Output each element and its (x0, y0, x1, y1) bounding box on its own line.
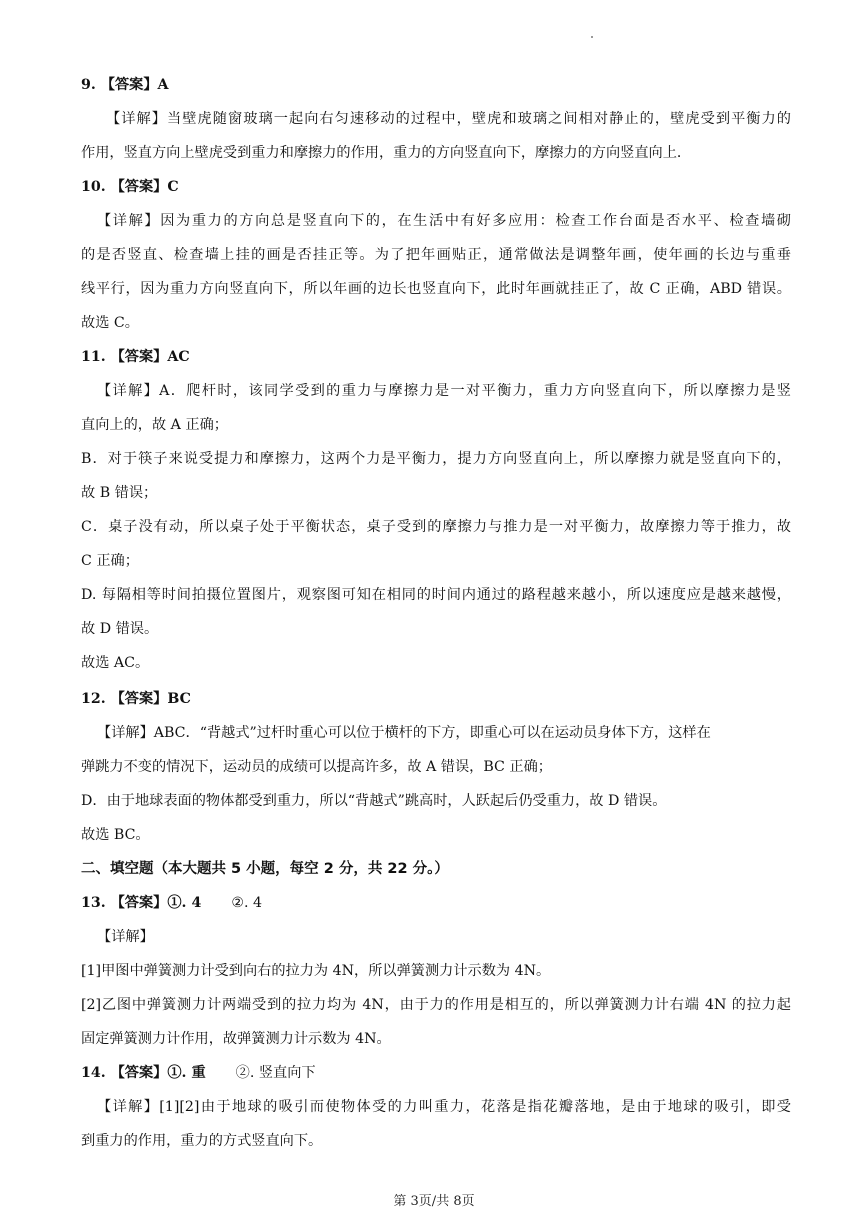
q11-line-3: B．对于筷子来说受提力和摩擦力，这两个力是平衡力，提力方向竖直向上，所以摩擦力就是竖直向下的， (81, 451, 791, 467)
q14-line-1: 【详解】[1][2]由于地球的吸引而使物体受的力叫重力，花落是指花瓣落地，是由于地球的吸引，即受 (97, 1099, 791, 1115)
q13-answer-heading (81, 886, 791, 920)
q13-line-3: 固定弹簧测力计作用，故弹簧测力计示数为 4N。 (81, 1031, 391, 1047)
q11-line-4: 故 B 错误； (81, 485, 158, 501)
q11-line-9: 故选 AC。 (81, 655, 150, 671)
q14-answer-heading (81, 1056, 791, 1090)
q14-answer-2: ②. 竖直向下 (235, 1065, 316, 1081)
q11-line-8: 故 D 错误。 (81, 621, 159, 637)
q11-block (81, 340, 791, 680)
q11-line-7: D. 每隔相等时间拍摄位置图片，观察图可知在相同的时间内通过的路程越来越小，所以速度应是越来越慢， (81, 587, 791, 603)
q13-line-2: [2]乙图中弹簧测力计两端受到的拉力均为 4N，由于力的作用是相互的，所以弹簧测力计右端 4N 的拉力起 (81, 997, 791, 1013)
q10-line-3: 线平行，因为重力方向竖直向下，所以年画的边长也竖直向下，此时年画就挂正了，故 C 正确，ABD 错误。 (81, 281, 791, 297)
q14-block (81, 1056, 791, 1158)
q11-line-5: C．桌子没有动，所以桌子处于平衡状态，桌子受到的摩擦力与推力是一对平衡力，故摩擦力等于推力，故 (81, 519, 791, 535)
section-2-block (81, 852, 791, 886)
q11-line-2: 直向上的，故 A 正确； (81, 417, 228, 433)
q11-answer-heading: 11. 【答案】AC (81, 349, 190, 365)
q14-answer-1: 14. 【答案】①. 重 (81, 1065, 206, 1081)
q10-block (81, 170, 791, 340)
q10-answer-heading: 10. 【答案】C (81, 179, 179, 195)
q10-line-1: 【详解】因为重力的方向总是竖直向下的，在生活中有好多应用：检查工作台面是否水平、检查墙砌 (97, 213, 791, 229)
q12-line-3: D．由于地球表面的物体都受到重力，所以“背越式”跳高时，人跃起后仍受重力，故 D 错误。 (81, 793, 667, 809)
q9-answer-heading: 9. 【答案】A (81, 77, 169, 93)
q11-line-1: 【详解】A．爬杆时，该同学受到的重力与摩擦力是一对平衡力，重力方向竖直向下，所以摩擦力是竖 (97, 383, 791, 399)
q14-line-2: 到重力的作用，重力的方式竖直向下。 (81, 1133, 323, 1149)
q11-line-6: C 正确； (81, 553, 139, 569)
q12-line-4: 故选 BC。 (81, 827, 150, 843)
q9-line-2: 作用，竖直方向上壁虎受到重力和摩擦力的作用，重力的方向竖直向下，摩擦力的方向竖直向上． (81, 145, 692, 161)
q13-answer-2: ②. 4 (231, 895, 263, 911)
page-footer: 第 3页/共 8页 (393, 1194, 475, 1209)
q12-line-1: 【详解】ABC．“背越式”过杆时重心可以位于横杆的下方，即重心可以在运动员身体下方，这样在 (97, 725, 711, 741)
q12-line-2: 弹跳力不变的情况下，运动员的成绩可以提高许多，故 A 错误，BC 正确； (81, 759, 552, 775)
q9-line-1: 【详解】当壁虎随窗玻璃一起向右匀速移动的过程中，壁虎和玻璃之间相对静止的，壁虎受到平衡力的 (106, 111, 791, 127)
q13-line-1: [1]甲图中弹簧测力计受到向右的拉力为 4N，所以弹簧测力计示数为 4N。 (81, 963, 551, 979)
q12-answer-heading: 12. 【答案】BC (81, 691, 191, 707)
q12-block (81, 682, 791, 852)
scan-dot (591, 36, 593, 38)
q10-line-2: 的是否竖直、检查墙上挂的画是否挂正等。为了把年画贴正，通常做法是调整年画，使年画的长边与重垂 (81, 247, 791, 263)
q13-block (81, 886, 791, 1056)
q13-detail-label: 【详解】 (97, 929, 154, 945)
q13-answer-1: 13. 【答案】①. 4 (81, 895, 202, 911)
section-2-heading: 二、填空题（本大题共 5 小题，每空 2 分，共 22 分。） (81, 861, 449, 877)
q9-block (81, 68, 791, 170)
q10-line-4: 故选 C。 (81, 315, 139, 331)
